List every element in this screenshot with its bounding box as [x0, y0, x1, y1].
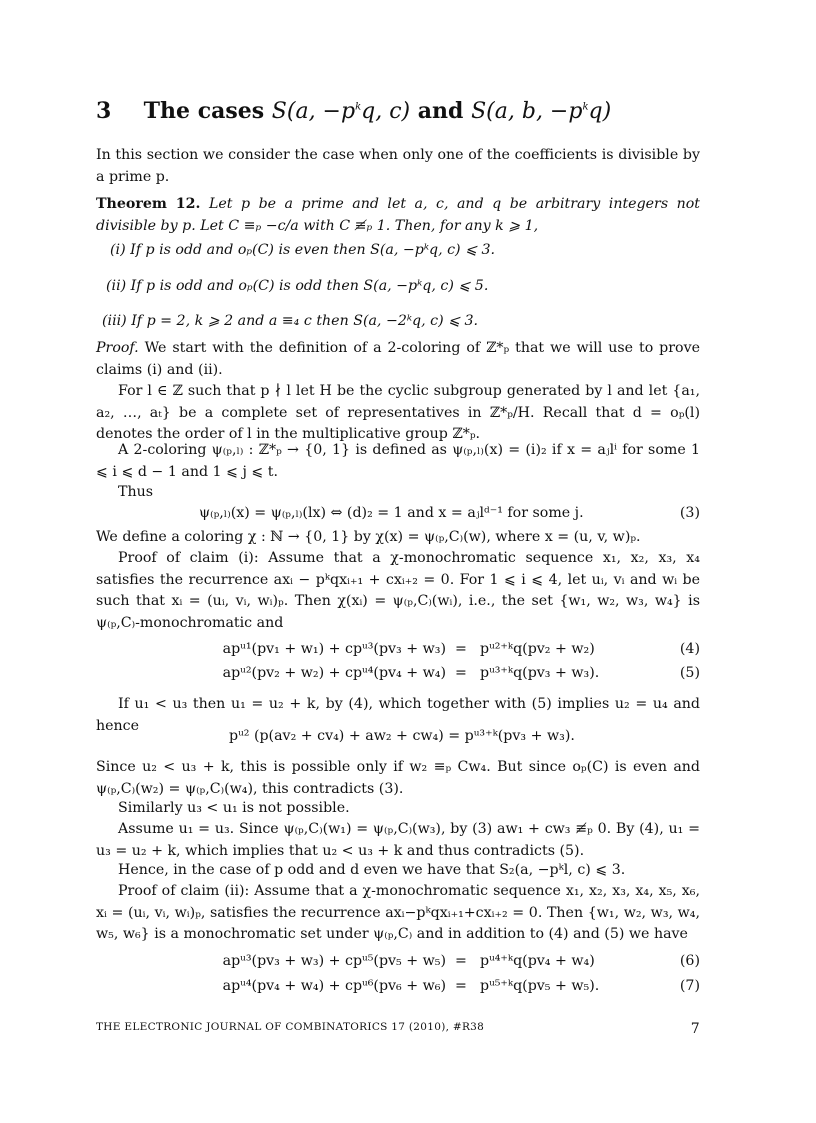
equation-4-number: (4)	[679, 641, 700, 657]
section-and: and	[417, 98, 464, 124]
equation-4-lhs: apᵘ¹(pv₁ + w₁) + cpᵘ³(pv₃ + w₃)	[222, 641, 446, 657]
proof-paragraph-7: Since u₂ < u₃ + k, this is possible only if w₂ ≡ₚ Cw₄. But since oₚ(C) is even and ψ₍ₚ,C₎(w₂) = ψ₍ₚ,C₎(w₄), this contradicts (3).	[96, 759, 700, 797]
equation-5-rel: =	[455, 665, 467, 681]
equation-5-lhs: apᵘ²(pv₂ + w₂) + cpᵘ⁴(pv₄ + w₄)	[222, 665, 446, 681]
intro-paragraph: In this section we consider the case when only one of the coefficients is divisible by a prime p.	[96, 147, 700, 185]
equation-6-lhs: apᵘ³(pv₃ + w₃) + cpᵘ⁵(pv₅ + w₅)	[222, 953, 446, 969]
proof-paragraph-9: Assume u₁ = u₃. Since ψ₍ₚ,C₎(w₁) = ψ₍ₚ,C₎(w₃), by (3) aw₁ + cw₃ ≢ₚ 0. By (4), u₁ = u₃ = u₂ + k, which implies that u₂ < u₃ + k and thus contradicts (5).	[96, 821, 700, 859]
equation-7-number: (7)	[679, 978, 700, 994]
proof-paragraph-8: Similarly u₃ < u₁ is not possible.	[118, 800, 350, 816]
proof-label: Proof.	[96, 340, 139, 356]
paper-page	[96, 0, 700, 1123]
theorem-statement	[96, 194, 700, 237]
proof-paragraph-10: Hence, in the case of p odd and d even we have that S₂(a, −pᵏl, c) ⩽ 3.	[118, 862, 626, 878]
equation-5	[96, 662, 700, 684]
equation-3-number: (3)	[679, 505, 700, 521]
thus-line: Thus	[118, 484, 154, 500]
proof-paragraph-1: Proof. We start with the definition of a 2-coloring of ℤ*ₚ that we will use to prove claims (i) and (ii).	[96, 340, 700, 378]
proof-paragraph-4: We define a coloring χ : ℕ → {0, 1} by χ(x) = ψ₍ₚ,C₎(w), where x = (u, v, w)ₚ.	[96, 529, 641, 545]
equation-3	[96, 502, 700, 524]
proof-paragraph-6: If u₁ < u₃ then u₁ = u₂ + k, by (4), which together with (5) implies u₂ = u₄ and hence	[96, 696, 700, 734]
section-title-text: The cases	[143, 98, 265, 124]
proof-paragraph-3: A 2-coloring ψ₍ₚ,ₗ₎ : ℤ*ₚ → {0, 1} is defined as ψ₍ₚ,ₗ₎(x) = (i)₂ if x = aⱼlⁱ for some 1 ⩽ i ⩽ d − 1 and 1 ⩽ j ⩽ t.	[96, 442, 700, 480]
equation-5-rhs: pᵘ³⁺ᵏq(pv₃ + w₃).	[480, 665, 600, 681]
equation-6-rel: =	[455, 953, 467, 969]
equation-7	[96, 975, 700, 997]
equation-4-rhs: pᵘ²⁺ᵏq(pv₂ + w₂)	[480, 641, 595, 657]
equation-7-rel: =	[455, 978, 467, 994]
equation-middle: pᵘ² (p(av₂ + cv₄) + aw₂ + cw₄) = pᵘ³⁺ᵏ(pv₃ + w₃).	[229, 728, 575, 744]
equation-7-rhs: pᵘ⁵⁺ᵏq(pv₅ + w₅).	[480, 978, 600, 994]
equation-4-rel: =	[455, 641, 467, 657]
page-footer	[96, 1021, 700, 1037]
section-number: 3	[96, 98, 112, 124]
theorem-text: Let p be a prime and let a, c, and q be arbitrary integers not divisible by p. Let C ≡ₚ −c/a with C ≢ₚ 1. Then, for any k ⩾ 1,	[96, 196, 700, 234]
proof-paragraph-2: For l ∈ ℤ such that p ∤ l let H be the cyclic subgroup generated by l and let {a₁, a₂, …, aₜ} be a complete set of representatives in ℤ*ₚ/H. Recall that d = oₚ(l) denotes the order of l in the multiplicative group ℤ*ₚ.	[96, 383, 700, 442]
proof-paragraph-5: Proof of claim (i): Assume that a χ-monochromatic sequence x₁, x₂, x₃, x₄ satisfies the recurrence axᵢ − pᵏqxᵢ₊₁ + cxᵢ₊₂ = 0. For 1 ⩽ i ⩽ 4, let uᵢ, vᵢ and wᵢ be such that xᵢ = (uᵢ, vᵢ, wᵢ)ₚ. Then χ(xᵢ) = ψ₍ₚ,C₎(wᵢ), i.e., the set {w₁, w₂, w₃, w₄} is ψ₍ₚ,C₎-monochromatic and	[96, 550, 700, 631]
section-heading	[96, 98, 611, 124]
proof-paragraph-11: Proof of claim (ii): Assume that a χ-monochromatic sequence x₁, x₂, x₃, x₄, x₅, x₆, xᵢ = (uᵢ, vᵢ, wᵢ)ₚ, satisfies the recurrence axᵢ−pᵏqxᵢ₊₁+cxᵢ₊₂ = 0. Then {w₁, w₂, w₃, w₄, w₅, w₆} is a monochromatic set under ψ₍ₚ,C₎ and in addition to (4) and (5) we have	[96, 883, 700, 942]
equation-6-number: (6)	[679, 953, 700, 969]
equation-6	[96, 950, 700, 972]
page-number: 7	[690, 1021, 700, 1037]
theorem-claim-iii: (iii) If p = 2, k ⩾ 2 and a ≡₄ c then S(a, −2ᵏq, c) ⩽ 3.	[102, 313, 479, 329]
equation-5-number: (5)	[679, 665, 700, 681]
theorem-claim-i: (i) If p is odd and oₚ(C) is even then S(a, −pᵏq, c) ⩽ 3.	[110, 242, 496, 258]
equation-4	[96, 638, 700, 660]
journal-citation: THE ELECTRONIC JOURNAL OF COMBINATORICS 17 (2010), #R38	[96, 1021, 485, 1033]
equation-7-lhs: apᵘ⁴(pv₄ + w₄) + cpᵘ⁶(pv₆ + w₆)	[222, 978, 446, 994]
equation-3-body: ψ₍ₚ,ₗ₎(x) = ψ₍ₚ,ₗ₎(lx) ⇔ (d)₂ = 1 and x = aⱼlᵈ⁻¹ for some j.	[199, 505, 584, 521]
equation-6-rhs: pᵘ⁴⁺ᵏq(pv₄ + w₄)	[480, 953, 595, 969]
theorem-label: Theorem 12.	[96, 196, 201, 212]
section-expr-1: S(a, $-p^kq$, c)	[271, 99, 411, 124]
section-expr-2: S(a, b, $-p^kq$)	[471, 99, 612, 124]
theorem-claim-ii: (ii) If p is odd and oₚ(C) is odd then S(a, −pᵏq, c) ⩽ 5.	[106, 278, 489, 294]
